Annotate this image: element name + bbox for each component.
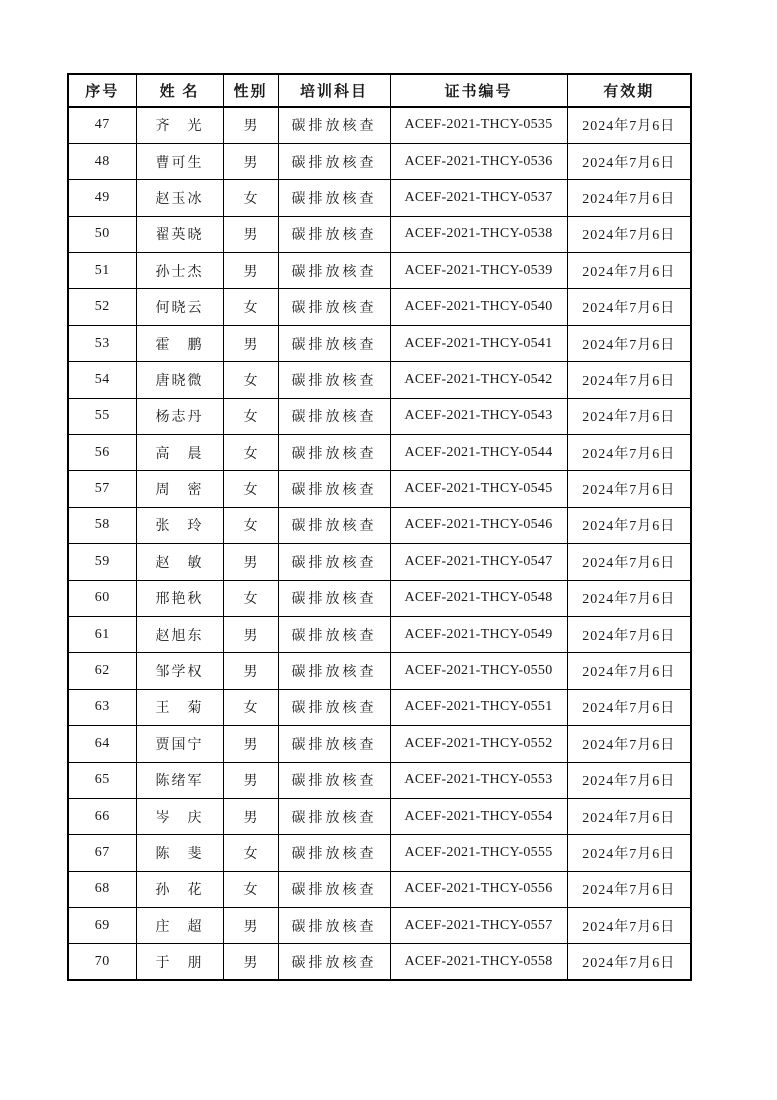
gender-cell: 女 (223, 835, 278, 871)
table-row (68, 762, 691, 798)
table-row (68, 507, 691, 543)
serial-number-cell: 61 (68, 616, 136, 652)
validity-period-cell: 2024年7月6日 (567, 726, 691, 762)
training-subject-cell: 碳排放核查 (278, 835, 390, 871)
validity-period-cell: 2024年7月6日 (567, 362, 691, 398)
table-row (68, 835, 691, 871)
validity-period-cell: 2024年7月6日 (567, 871, 691, 907)
certificate-number-cell: ACEF-2021-THCY-0536 (390, 143, 567, 179)
name-cell: 岑 庆 (136, 798, 223, 834)
name-cell: 何晓云 (136, 289, 223, 325)
training-subject-cell: 碳排放核查 (278, 216, 390, 252)
training-subject-cell: 碳排放核查 (278, 689, 390, 725)
training-subject-cell: 碳排放核查 (278, 544, 390, 580)
name-cell: 唐晓微 (136, 362, 223, 398)
serial-number-cell: 58 (68, 507, 136, 543)
gender-cell: 男 (223, 107, 278, 143)
validity-period-cell: 2024年7月6日 (567, 289, 691, 325)
certificate-number-cell: ACEF-2021-THCY-0555 (390, 835, 567, 871)
gender-cell: 男 (223, 726, 278, 762)
validity-period-cell: 2024年7月6日 (567, 944, 691, 980)
name-cell: 霍 鹏 (136, 325, 223, 361)
validity-period-cell: 2024年7月6日 (567, 435, 691, 471)
name-cell: 高 晨 (136, 435, 223, 471)
name-cell: 邹学权 (136, 653, 223, 689)
table-row (68, 871, 691, 907)
training-subject-cell: 碳排放核查 (278, 471, 390, 507)
serial-number-cell: 62 (68, 653, 136, 689)
serial-number-cell: 50 (68, 216, 136, 252)
table-row (68, 798, 691, 834)
table-body (68, 107, 691, 980)
serial-number-cell: 56 (68, 435, 136, 471)
serial-number-cell: 68 (68, 871, 136, 907)
training-subject-cell: 碳排放核查 (278, 798, 390, 834)
validity-period-cell: 2024年7月6日 (567, 653, 691, 689)
name-cell: 王 菊 (136, 689, 223, 725)
table-row (68, 544, 691, 580)
name-cell: 赵旭东 (136, 616, 223, 652)
validity-period-cell: 2024年7月6日 (567, 507, 691, 543)
certificate-number-cell: ACEF-2021-THCY-0556 (390, 871, 567, 907)
gender-cell: 女 (223, 289, 278, 325)
training-subject-cell: 碳排放核查 (278, 362, 390, 398)
training-subject-cell: 碳排放核查 (278, 398, 390, 434)
serial-number-cell: 52 (68, 289, 136, 325)
gender-cell: 男 (223, 253, 278, 289)
validity-period-cell: 2024年7月6日 (567, 253, 691, 289)
training-subject-cell: 碳排放核查 (278, 253, 390, 289)
validity-period-cell: 2024年7月6日 (567, 544, 691, 580)
validity-period-cell: 2024年7月6日 (567, 762, 691, 798)
header-serial-number: 序号 (68, 74, 136, 107)
training-subject-cell: 碳排放核查 (278, 143, 390, 179)
validity-period-cell: 2024年7月6日 (567, 798, 691, 834)
certificate-number-cell: ACEF-2021-THCY-0547 (390, 544, 567, 580)
gender-cell: 男 (223, 544, 278, 580)
table-row (68, 908, 691, 944)
name-cell: 陈 斐 (136, 835, 223, 871)
gender-cell: 男 (223, 908, 278, 944)
gender-cell: 男 (223, 325, 278, 361)
table-row (68, 580, 691, 616)
serial-number-cell: 57 (68, 471, 136, 507)
header-certificate-number: 证书编号 (390, 74, 567, 107)
certificate-number-cell: ACEF-2021-THCY-0538 (390, 216, 567, 252)
training-subject-cell: 碳排放核查 (278, 908, 390, 944)
certificate-number-cell: ACEF-2021-THCY-0553 (390, 762, 567, 798)
certificate-number-cell: ACEF-2021-THCY-0551 (390, 689, 567, 725)
validity-period-cell: 2024年7月6日 (567, 107, 691, 143)
certificate-number-cell: ACEF-2021-THCY-0542 (390, 362, 567, 398)
training-subject-cell: 碳排放核查 (278, 616, 390, 652)
table-row (68, 435, 691, 471)
serial-number-cell: 48 (68, 143, 136, 179)
certificate-number-cell: ACEF-2021-THCY-0558 (390, 944, 567, 980)
training-subject-cell: 碳排放核查 (278, 507, 390, 543)
name-cell: 孙士杰 (136, 253, 223, 289)
training-subject-cell: 碳排放核查 (278, 653, 390, 689)
certificate-number-cell: ACEF-2021-THCY-0540 (390, 289, 567, 325)
serial-number-cell: 51 (68, 253, 136, 289)
gender-cell: 男 (223, 762, 278, 798)
certificate-number-cell: ACEF-2021-THCY-0545 (390, 471, 567, 507)
training-subject-cell: 碳排放核查 (278, 289, 390, 325)
table-row (68, 471, 691, 507)
table-row (68, 216, 691, 252)
gender-cell: 女 (223, 471, 278, 507)
name-cell: 孙 花 (136, 871, 223, 907)
name-cell: 于 朋 (136, 944, 223, 980)
gender-cell: 女 (223, 507, 278, 543)
training-subject-cell: 碳排放核查 (278, 762, 390, 798)
gender-cell: 女 (223, 580, 278, 616)
serial-number-cell: 69 (68, 908, 136, 944)
certificate-number-cell: ACEF-2021-THCY-0550 (390, 653, 567, 689)
serial-number-cell: 47 (68, 107, 136, 143)
training-subject-cell: 碳排放核查 (278, 180, 390, 216)
gender-cell: 男 (223, 143, 278, 179)
certificate-number-cell: ACEF-2021-THCY-0537 (390, 180, 567, 216)
table-row (68, 944, 691, 980)
certificate-number-cell: ACEF-2021-THCY-0552 (390, 726, 567, 762)
gender-cell: 女 (223, 180, 278, 216)
table-row (68, 362, 691, 398)
certificate-number-cell: ACEF-2021-THCY-0543 (390, 398, 567, 434)
gender-cell: 女 (223, 435, 278, 471)
name-cell: 赵 敏 (136, 544, 223, 580)
gender-cell: 女 (223, 398, 278, 434)
serial-number-cell: 70 (68, 944, 136, 980)
training-subject-cell: 碳排放核查 (278, 107, 390, 143)
gender-cell: 男 (223, 216, 278, 252)
certificate-number-cell: ACEF-2021-THCY-0546 (390, 507, 567, 543)
table-row (68, 726, 691, 762)
validity-period-cell: 2024年7月6日 (567, 908, 691, 944)
name-cell: 翟英晓 (136, 216, 223, 252)
table-row (68, 253, 691, 289)
name-cell: 齐 光 (136, 107, 223, 143)
table-row (68, 653, 691, 689)
serial-number-cell: 65 (68, 762, 136, 798)
validity-period-cell: 2024年7月6日 (567, 398, 691, 434)
certificate-roster-table (67, 73, 692, 981)
training-subject-cell: 碳排放核查 (278, 325, 390, 361)
table-row (68, 616, 691, 652)
serial-number-cell: 64 (68, 726, 136, 762)
training-subject-cell: 碳排放核查 (278, 871, 390, 907)
name-cell: 曹可生 (136, 143, 223, 179)
certificate-number-cell: ACEF-2021-THCY-0541 (390, 325, 567, 361)
serial-number-cell: 49 (68, 180, 136, 216)
gender-cell: 女 (223, 362, 278, 398)
training-subject-cell: 碳排放核查 (278, 726, 390, 762)
table-row (68, 398, 691, 434)
table-row (68, 180, 691, 216)
name-cell: 周 密 (136, 471, 223, 507)
name-cell: 邢艳秋 (136, 580, 223, 616)
header-validity-period: 有效期 (567, 74, 691, 107)
gender-cell: 男 (223, 798, 278, 834)
training-subject-cell: 碳排放核查 (278, 580, 390, 616)
serial-number-cell: 54 (68, 362, 136, 398)
validity-period-cell: 2024年7月6日 (567, 180, 691, 216)
validity-period-cell: 2024年7月6日 (567, 580, 691, 616)
serial-number-cell: 53 (68, 325, 136, 361)
table-row (68, 107, 691, 143)
name-cell: 贾国宁 (136, 726, 223, 762)
table-row (68, 689, 691, 725)
gender-cell: 女 (223, 871, 278, 907)
certificate-number-cell: ACEF-2021-THCY-0535 (390, 107, 567, 143)
gender-cell: 男 (223, 653, 278, 689)
certificate-number-cell: ACEF-2021-THCY-0554 (390, 798, 567, 834)
certificate-number-cell: ACEF-2021-THCY-0549 (390, 616, 567, 652)
validity-period-cell: 2024年7月6日 (567, 325, 691, 361)
name-cell: 张 玲 (136, 507, 223, 543)
validity-period-cell: 2024年7月6日 (567, 689, 691, 725)
gender-cell: 男 (223, 944, 278, 980)
serial-number-cell: 63 (68, 689, 136, 725)
certificate-number-cell: ACEF-2021-THCY-0557 (390, 908, 567, 944)
name-cell: 赵玉冰 (136, 180, 223, 216)
table-row (68, 289, 691, 325)
serial-number-cell: 60 (68, 580, 136, 616)
validity-period-cell: 2024年7月6日 (567, 143, 691, 179)
certificate-number-cell: ACEF-2021-THCY-0539 (390, 253, 567, 289)
serial-number-cell: 66 (68, 798, 136, 834)
table-row (68, 143, 691, 179)
validity-period-cell: 2024年7月6日 (567, 216, 691, 252)
serial-number-cell: 59 (68, 544, 136, 580)
gender-cell: 男 (223, 616, 278, 652)
header-gender: 性别 (223, 74, 278, 107)
serial-number-cell: 67 (68, 835, 136, 871)
name-cell: 庄 超 (136, 908, 223, 944)
validity-period-cell: 2024年7月6日 (567, 471, 691, 507)
header-training-subject: 培训科目 (278, 74, 390, 107)
name-cell: 杨志丹 (136, 398, 223, 434)
header-name: 姓 名 (136, 74, 223, 107)
name-cell: 陈绪军 (136, 762, 223, 798)
certificate-number-cell: ACEF-2021-THCY-0548 (390, 580, 567, 616)
validity-period-cell: 2024年7月6日 (567, 616, 691, 652)
training-subject-cell: 碳排放核查 (278, 435, 390, 471)
gender-cell: 女 (223, 689, 278, 725)
header-row (68, 74, 691, 107)
table-row (68, 325, 691, 361)
validity-period-cell: 2024年7月6日 (567, 835, 691, 871)
certificate-number-cell: ACEF-2021-THCY-0544 (390, 435, 567, 471)
table-header (68, 74, 691, 107)
training-subject-cell: 碳排放核查 (278, 944, 390, 980)
serial-number-cell: 55 (68, 398, 136, 434)
